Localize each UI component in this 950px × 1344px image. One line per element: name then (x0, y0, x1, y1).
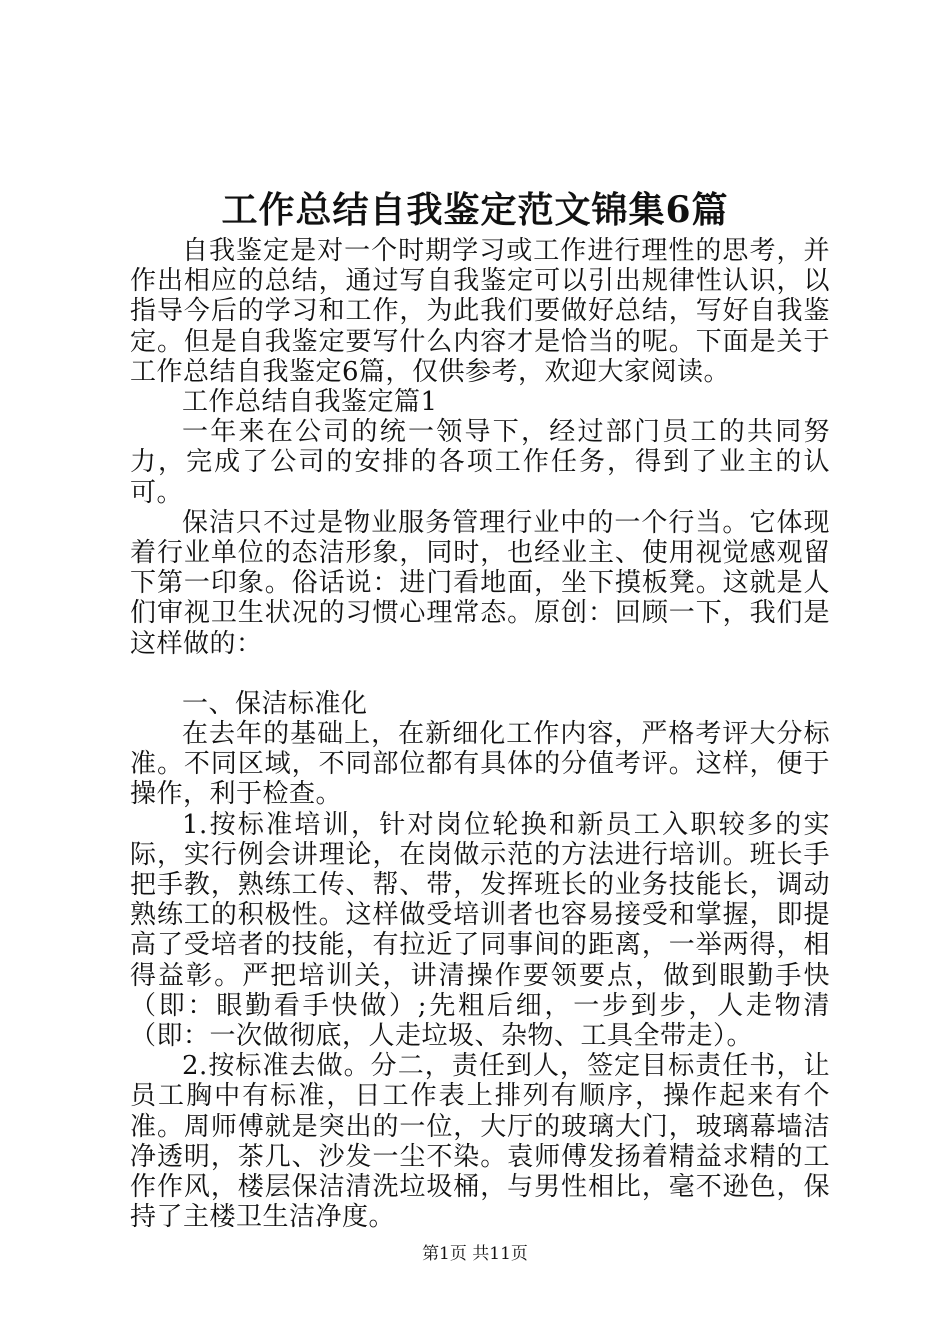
body-paragraph: 2.按标准去做。分二，责任到人，签定目标责任书，让员工胸中有标准，日工作表上排列有顺序，操作起来有个准。周师傅就是突出的一位，大厅的玻璃大门，玻璃幕墙洁净透明，茶几、沙发一尘不染。袁师傅发扬着精益求精的工作作风，楼层保洁清洗垃圾桶，与男性相比，毫不逊色，保持了主楼卫生洁净度。 (130, 1051, 830, 1233)
blank-line (130, 659, 830, 689)
intro-paragraph: 自我鉴定是对一个时期学习或工作进行理性的思考，并作出相应的总结，通过写自我鉴定可以引出规律性认识，以指导今后的学习和工作，为此我们要做好总结，写好自我鉴定。但是自我鉴定要写什么内容才是恰当的呢。下面是关于工作总结自我鉴定6篇，仅供参考，欢迎大家阅读。 (130, 236, 830, 387)
document-body (130, 236, 830, 1233)
subsection-heading: 一、保洁标准化 (182, 688, 368, 719)
page-footer: 第1页 共11页 (422, 1244, 528, 1264)
body-paragraph: 在去年的基础上，在新细化工作内容，严格考评大分标准。不同区域，不同部位都有具体的分值考评。这样，便于操作，利于检查。 (130, 719, 830, 810)
body-paragraph: 一年来在公司的统一领导下，经过部门员工的共同努力，完成了公司的安排的各项工作任务，得到了业主的认可。 (130, 417, 830, 508)
section-heading: 工作总结自我鉴定篇1 (182, 387, 438, 418)
body-paragraph: 1.按标准培训，针对岗位轮换和新员工入职较多的实际，实行例会讲理论，在岗做示范的方法进行培训。班长手把手教，熟练工传、帮、带，发挥班长的业务技能长，调动熟练工的积极性。这样做受培训者也容易接受和掌握，即提高了受培者的技能，有拉近了同事间的距离，一举两得，相得益彰。严把培训关，讲清操作要领要点，做到眼勤手快（即：眼勤看手快做）;先粗后细，一步到步，人走物清（即：一次做彻底，人走垃圾、杂物、工具全带走）。 (130, 809, 830, 1052)
body-paragraph: 保洁只不过是物业服务管理行业中的一个行当。它体现着行业单位的态洁形象，同时，也经业主、使用视觉感观留下第一印象。俗话说：进门看地面，坐下摸板凳。这就是人们审视卫生状况的习惯心理常态。原创：回顾一下，我们是这样做的： (130, 507, 830, 659)
document-title: 工作总结自我鉴定范文锦集6篇 (221, 189, 729, 231)
